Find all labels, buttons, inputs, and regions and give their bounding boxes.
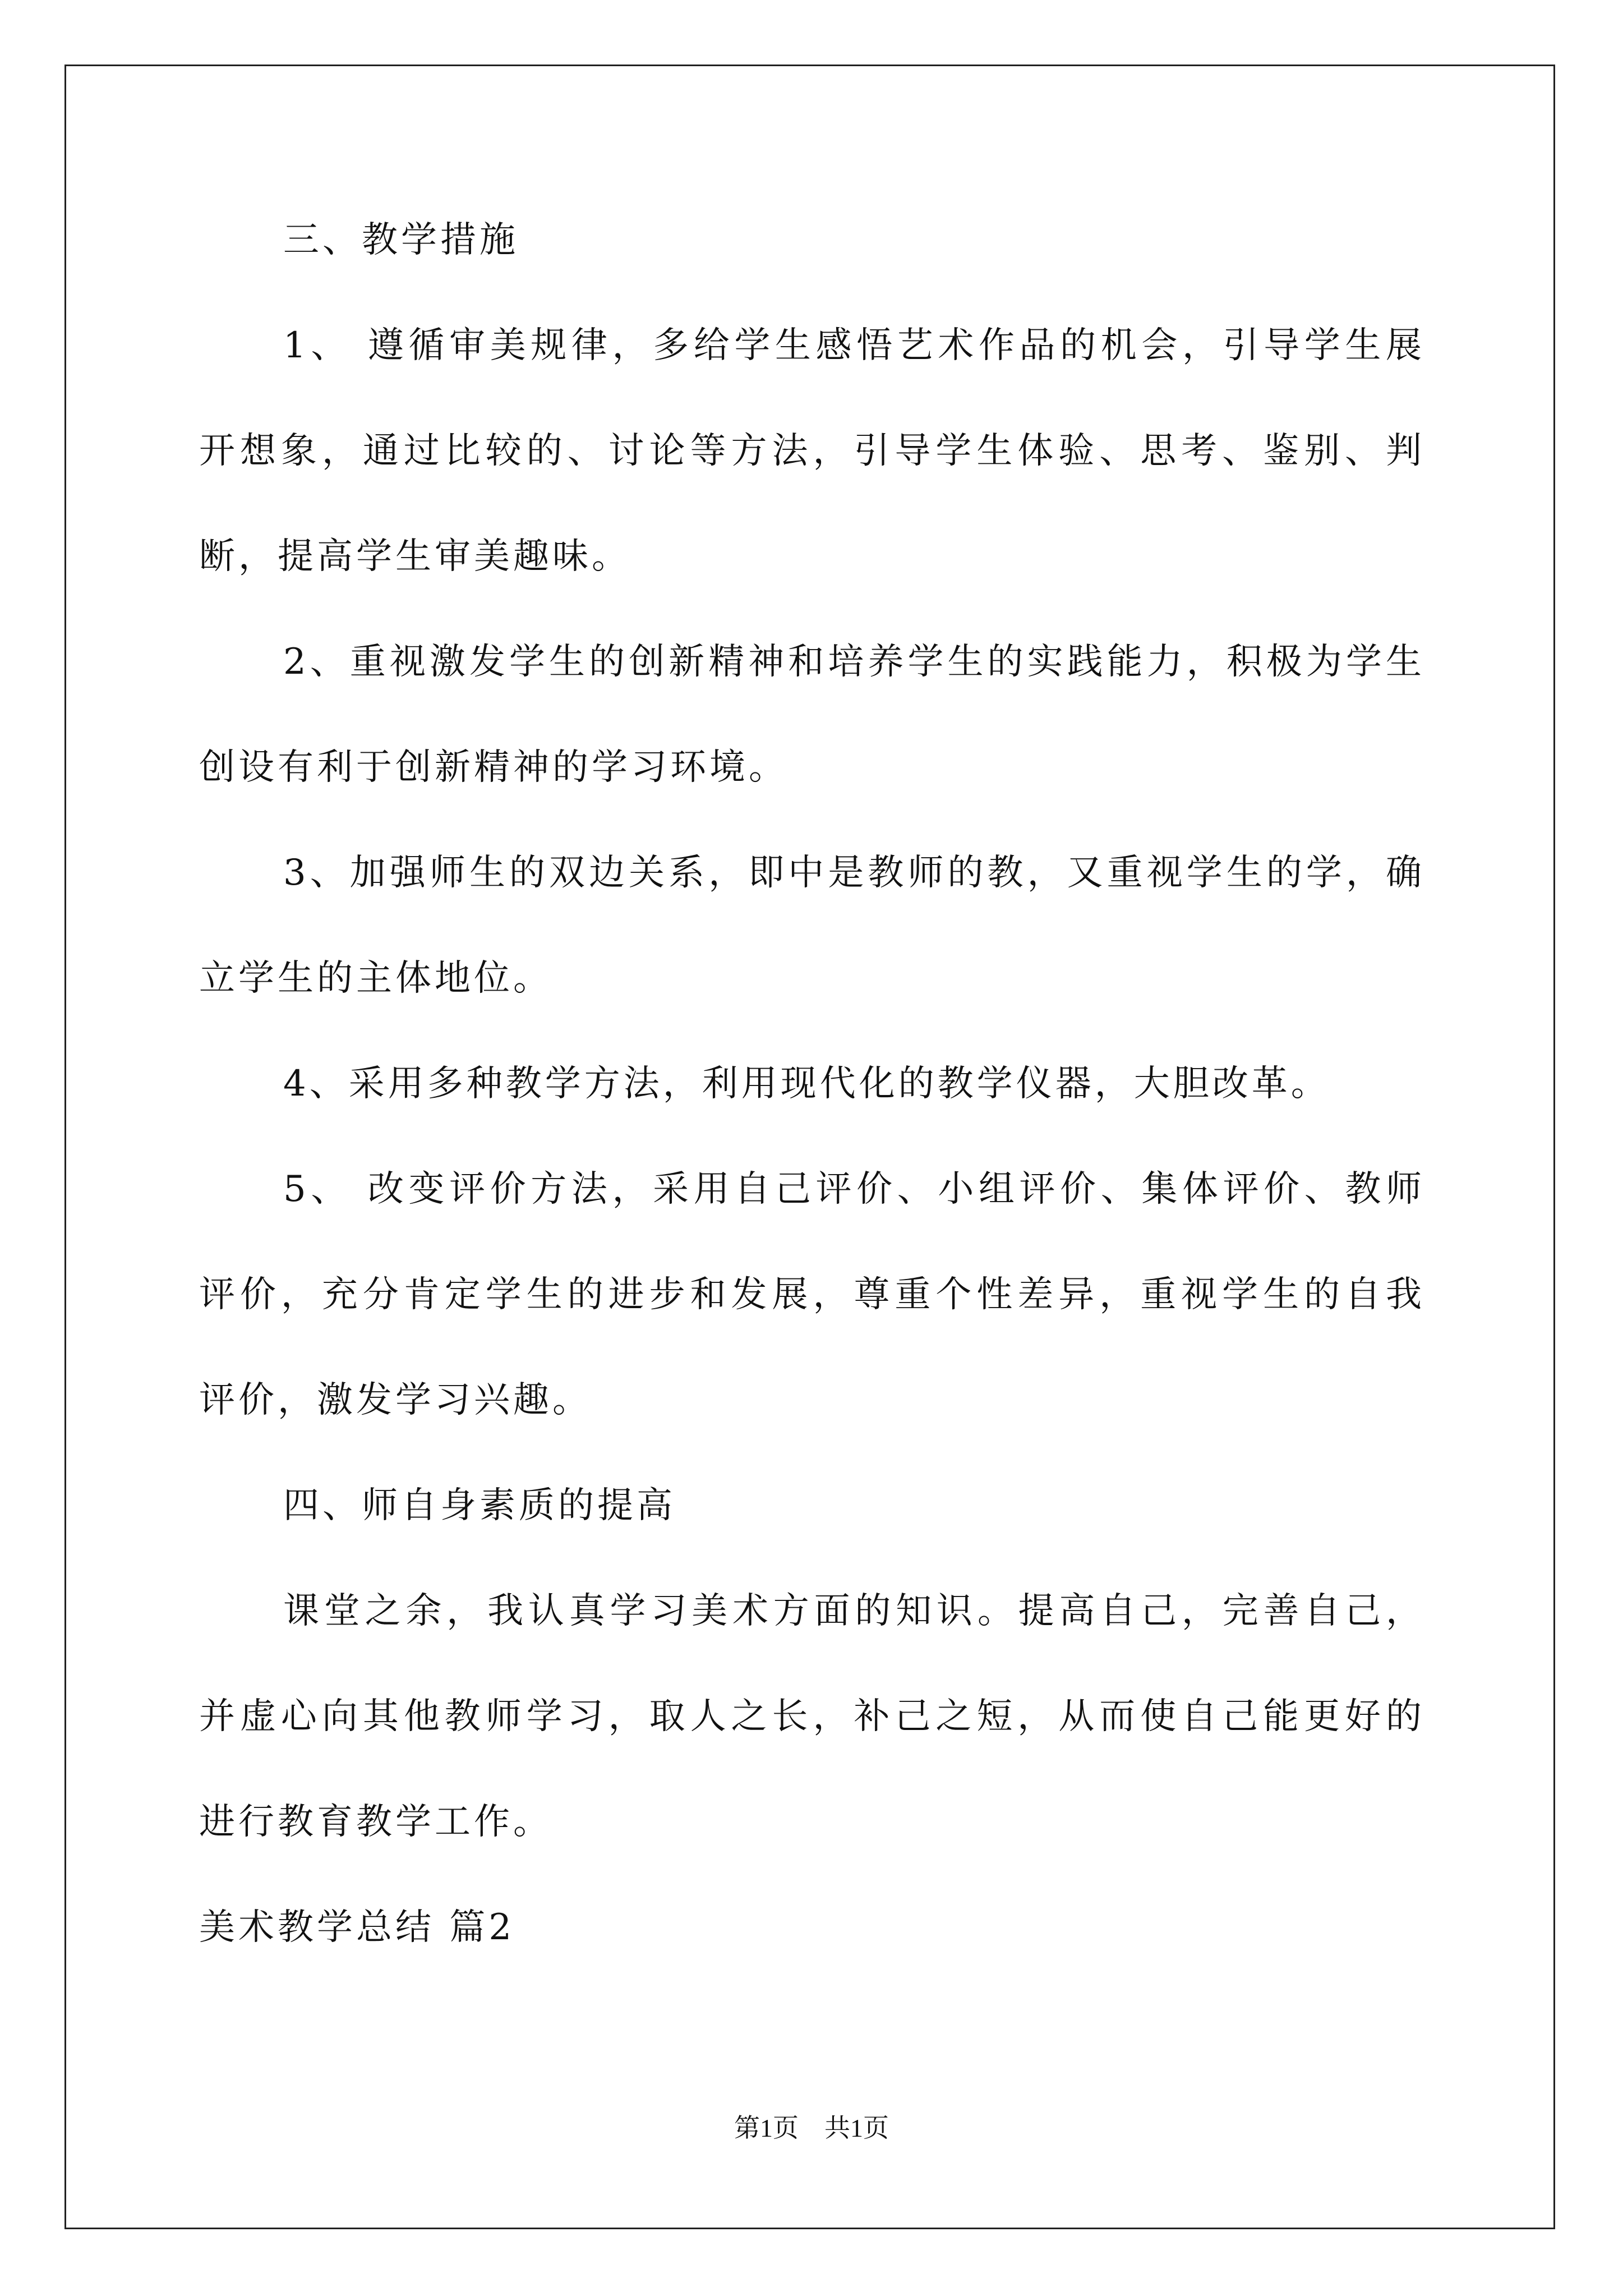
paragraph-line: 立学生的主体地位。 — [199, 958, 552, 999]
paragraph-line: 开想象，通过比较的、讨论等方法，引导学生体验、思考、鉴别、判 — [199, 430, 1422, 472]
paragraph-line: 并虚心向其他教师学习，取人之长，补己之短，从而使自己能更好的 — [199, 1696, 1422, 1737]
section-heading: 美术教学总结 篇2 — [199, 1907, 515, 1948]
paragraph-line: 4、采用多种教学方法，利用现代化的教学仪器，大胆改革。 — [283, 1063, 1330, 1105]
paragraph-line: 课堂之余，我认真学习美术方面的知识。提高自己，完善自己， — [283, 1590, 1422, 1632]
paragraph-line: 评价，激发学习兴趣。 — [199, 1379, 592, 1421]
heading-teaching-measures: 三、教学措施 — [283, 219, 519, 261]
paragraph-line: 创设有利于创新精神的学习环境。 — [199, 747, 788, 788]
paragraph-line: 断，提高学生审美趣味。 — [199, 536, 631, 577]
paragraph-line: 2、重视激发学生的创新精神和培养学生的实践能力，积极为学生 — [283, 641, 1422, 683]
paragraph-line: 1、 遵循审美规律，多给学生感悟艺术作品的机会，引导学生展 — [283, 325, 1422, 366]
heading-teacher-quality: 四、师自身素质的提高 — [283, 1485, 676, 1526]
paragraph-line: 5、 改变评价方法，采用自己评价、小组评价、集体评价、教师 — [283, 1168, 1422, 1210]
paragraph-line: 进行教育教学工作。 — [199, 1801, 552, 1843]
paragraph-line: 评价，充分肯定学生的进步和发展，尊重个性差异，重视学生的自我 — [199, 1274, 1422, 1315]
paragraph-line: 3、加强师生的双边关系，即中是教师的教，又重视学生的学，确 — [283, 852, 1422, 894]
page-footer: 第1页 共1页 — [734, 2114, 889, 2142]
